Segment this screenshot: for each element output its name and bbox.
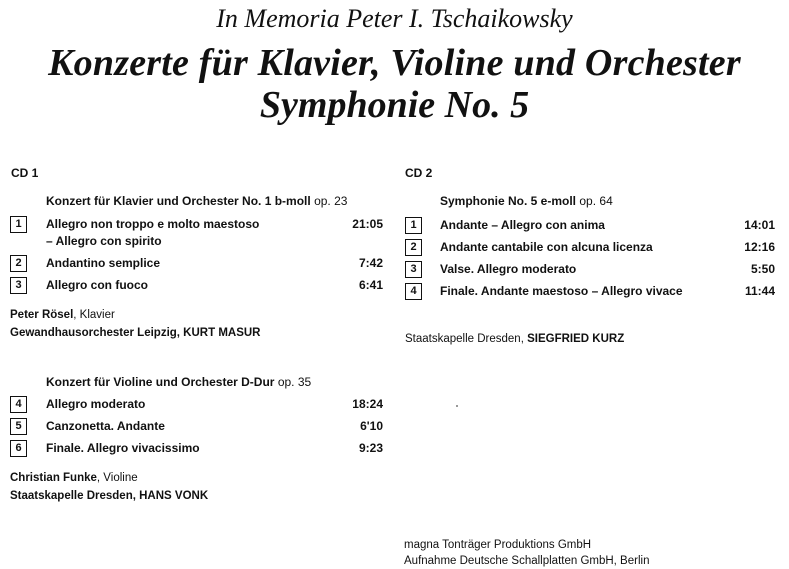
track-number: 2 [10, 255, 27, 272]
soloist-name: Christian Funke [10, 472, 97, 484]
track-number: 6 [10, 440, 27, 457]
soloist-credit [10, 472, 138, 484]
track-title: Allegro non troppo e molto maestoso [46, 217, 260, 231]
track-title: Canzonetta. Andante [46, 419, 165, 433]
track-duration: 18:24 [352, 397, 383, 411]
track-duration: 6'10 [360, 419, 383, 433]
cd1-work1-heading [46, 194, 347, 208]
label-credit: magna Tonträger Produktions GmbH [404, 539, 592, 551]
track-title-continuation: – Allegro con spirito [46, 234, 162, 248]
track-duration: 12:16 [744, 240, 775, 254]
track-title: Andante – Allegro con anima [440, 218, 605, 232]
track-duration: 9:23 [358, 441, 383, 455]
track-number: 4 [405, 283, 422, 300]
cd1-work2-heading [46, 375, 311, 389]
conductor-name: SIEGFRIED KURZ [527, 333, 625, 345]
track-title: Andantino semplice [46, 256, 161, 270]
track-number: 1 [10, 216, 27, 233]
track-title: Allegro con fuoco [46, 278, 148, 292]
work-title: Symphonie No. 5 e-moll [440, 194, 577, 208]
soloist-credit [10, 309, 115, 321]
work-opus: op. 35 [277, 375, 312, 389]
cd2-label: CD 2 [405, 166, 433, 180]
track-number: 2 [405, 239, 422, 256]
title-line-1: Konzerte für Klavier, Violine und Orchester [48, 42, 741, 84]
soloist-instrument: , Violine [96, 472, 138, 484]
track-number: 3 [10, 277, 27, 294]
track-number: 1 [405, 217, 422, 234]
cd2-work-heading [440, 194, 613, 208]
cd1-label: CD 1 [11, 166, 39, 180]
track-title: Finale. Andante maestoso – Allegro vivace [440, 284, 683, 298]
track-number: 5 [10, 418, 27, 435]
title-line-2: Symphonie No. 5 [259, 84, 530, 126]
track-number: 4 [10, 396, 27, 413]
track-number: 3 [405, 261, 422, 278]
track-duration: 7:42 [358, 256, 383, 270]
track-title: Valse. Allegro moderato [440, 262, 577, 276]
soloist-name: Peter Rösel [10, 309, 74, 321]
track-title: Allegro moderato [46, 397, 146, 411]
orchestra-name: Staatskapelle Dresden, [405, 333, 528, 345]
recording-credit: Aufnahme Deutsche Schallplatten GmbH, Berlin [404, 555, 650, 567]
orchestra-credit: Staatskapelle Dresden, HANS VONK [10, 490, 209, 502]
pretitle: In Memoria Peter I. Tschaikowsky [216, 4, 573, 33]
soloist-instrument: , Klavier [73, 309, 115, 321]
track-duration: 14:01 [744, 218, 775, 232]
track-title: Finale. Allegro vivacissimo [46, 441, 200, 455]
work-title: Konzert für Violine und Orchester D-Dur [46, 375, 275, 389]
track-duration: 6:41 [358, 278, 383, 292]
track-duration: 11:44 [744, 284, 775, 298]
speck [456, 405, 458, 407]
work-title: Konzert für Klavier und Orchester No. 1 b-moll [46, 194, 311, 208]
track-title: Andante cantabile con alcuna licenza [440, 240, 653, 254]
orchestra-credit [405, 333, 624, 345]
track-duration: 5:50 [750, 262, 775, 276]
work-opus: op. 23 [314, 194, 348, 208]
work-opus: op. 64 [579, 194, 613, 208]
track-duration: 21:05 [352, 217, 383, 231]
orchestra-credit: Gewandhausorchester Leipzig, KURT MASUR [10, 327, 261, 339]
